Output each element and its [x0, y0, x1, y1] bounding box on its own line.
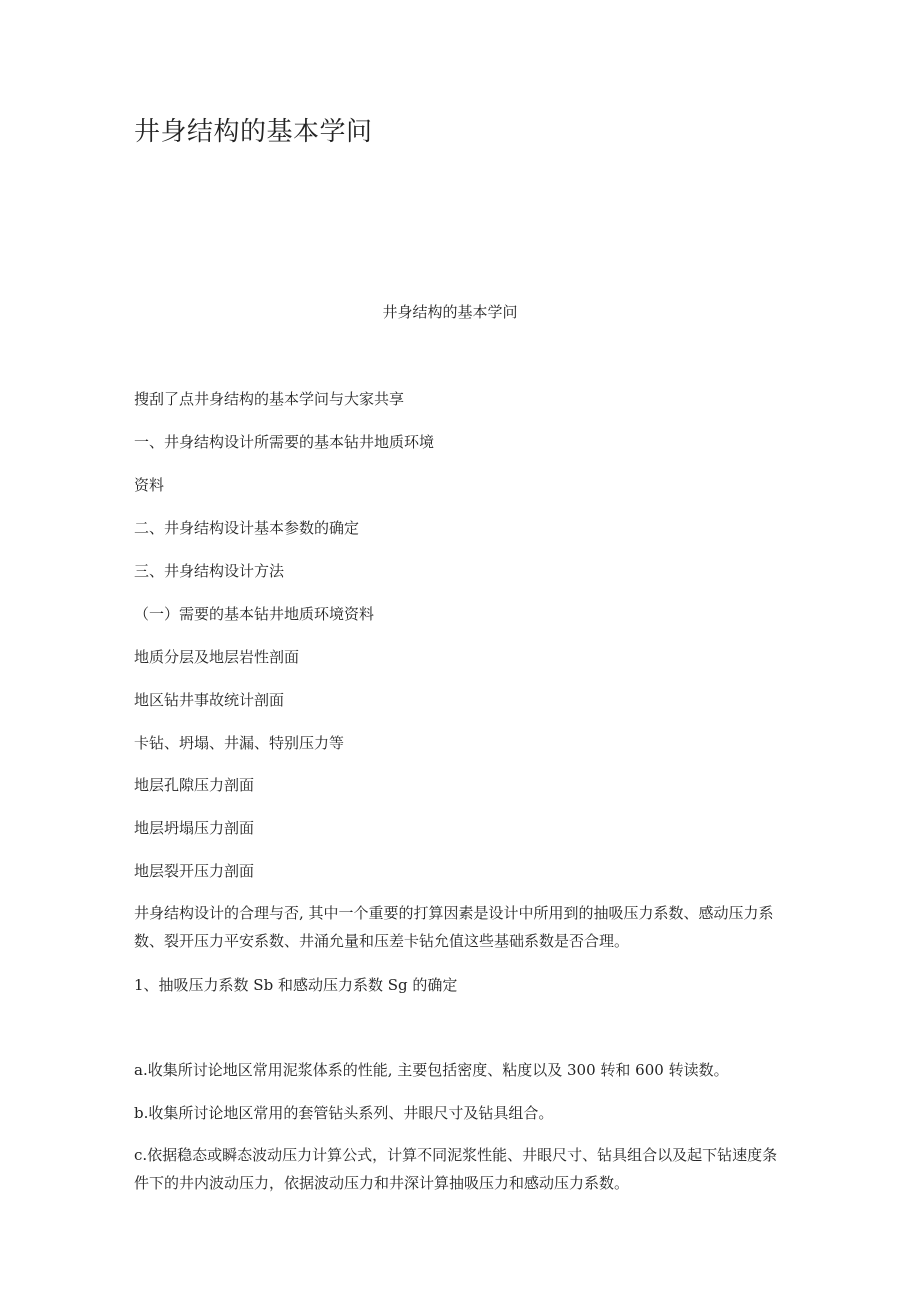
paragraph: 卡钻、坍塌、井漏、特别压力等 [134, 734, 345, 752]
paragraph: 地层孔隙压力剖面 [134, 776, 255, 794]
paragraph: 1、抽吸压力系数 Sb 和感动压力系数 Sg 的确定 [134, 976, 458, 994]
paragraph: 井身结构设计的合理与否, 其中一个重要的打算因素是设计中所用到的抽吸压力系数、感动压力系数、裂开压力平安系数、井涌允量和压差卡钻允值这些基础系数是否合理。 [134, 904, 774, 950]
paragraph: 资料 [134, 476, 165, 494]
paragraph: 地质分层及地层岩性剖面 [134, 648, 300, 666]
paragraph: c.依据稳态或瞬态波动压力计算公式，计算不同泥浆性能、井眼尺寸、钻具组合以及起下钻速度条件下的井内波动压力，依据波动压力和井深计算抽吸压力和感动压力系数。 [134, 1146, 778, 1192]
paragraph: 地区钻井事故统计剖面 [134, 691, 285, 709]
paragraph: （一）需要的基本钻井地质环境资料 [134, 605, 375, 623]
paragraph: 地层坍塌压力剖面 [134, 819, 255, 837]
paragraph: 地层裂开压力剖面 [134, 862, 255, 880]
section-heading: 井身结构的基本学问 [382, 303, 518, 321]
paragraph: a.收集所讨论地区常用泥浆体系的性能, 主要包括密度、粘度以及 300 转和 600 转读数。 [134, 1061, 729, 1079]
paragraph: 一、井身结构设计所需要的基本钻井地质环境 [134, 433, 435, 451]
document-title: 井身结构的基本学问 [134, 117, 373, 147]
paragraph: 三、井身结构设计方法 [134, 562, 285, 580]
paragraph: 搜刮了点井身结构的基本学问与大家共享 [134, 390, 405, 408]
paragraph: b.收集所讨论地区常用的套管钻头系列、井眼尺寸及钻具组合。 [134, 1104, 554, 1122]
paragraph: 二、井身结构设计基本参数的确定 [134, 519, 360, 537]
